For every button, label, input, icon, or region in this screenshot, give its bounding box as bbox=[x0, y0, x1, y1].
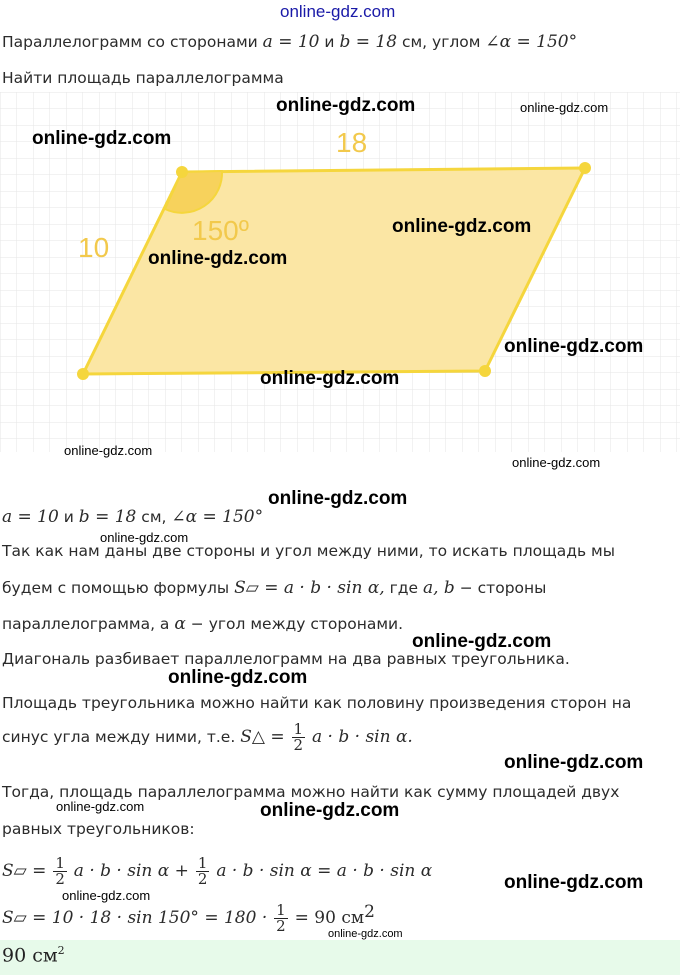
solution-line-7: Тогда, площадь параллелограмма можно найти как сумму площадей двух bbox=[2, 783, 620, 801]
watermark: online-gdz.com bbox=[148, 248, 288, 269]
fraction-half: $\frac{1}{2}$ bbox=[55, 854, 65, 888]
watermark: online-gdz.com bbox=[32, 128, 172, 149]
solution-line-8: равных треугольников: bbox=[2, 820, 195, 838]
vars: a, b bbox=[422, 578, 455, 598]
label-angle: 150º bbox=[192, 215, 249, 246]
watermark: online-gdz.com bbox=[56, 799, 145, 814]
formula: a · b · sin α + bbox=[73, 861, 189, 881]
text: где bbox=[389, 579, 419, 597]
given-a: a = 10 bbox=[2, 507, 59, 527]
formula-line-1 bbox=[2, 856, 432, 887]
watermark: online-gdz.com bbox=[276, 95, 416, 116]
problem-line-1 bbox=[2, 32, 577, 52]
watermark: online-gdz.com bbox=[268, 488, 408, 509]
formula: = 90 см bbox=[294, 908, 365, 929]
angle-value: ∠α = 150° bbox=[485, 32, 578, 52]
watermark: online-gdz.com bbox=[260, 368, 400, 389]
fraction-half: $\frac{1}{2}$ bbox=[197, 854, 208, 888]
given-b: b = 18 bbox=[78, 507, 137, 527]
formula: a · b · sin α. bbox=[312, 727, 413, 747]
watermark: online-gdz.com bbox=[280, 2, 396, 21]
problem-line-2: Найти площадь параллелограмма bbox=[2, 69, 284, 87]
var-alpha: α bbox=[174, 614, 186, 634]
triangle-area: S△ = bbox=[240, 727, 285, 747]
superscript: 2 bbox=[364, 902, 375, 922]
answer-value: 90 $см^2$ bbox=[2, 944, 65, 967]
vertex-top-right bbox=[579, 162, 591, 174]
formula: S▱ = 10 · 18 · sin 150° = 180 · bbox=[2, 908, 268, 929]
formula: a · b · sin α = a · b · sin α bbox=[216, 861, 433, 881]
fraction-half: $\frac{1}{2}$ bbox=[276, 901, 286, 936]
given-angle: ∠α = 150° bbox=[171, 507, 264, 527]
watermark: online-gdz.com bbox=[504, 336, 644, 357]
watermark: online-gdz.com bbox=[392, 216, 532, 237]
watermark: online-gdz.com bbox=[62, 888, 151, 903]
area-formula: S▱ = a · b · sin α, bbox=[234, 578, 385, 598]
watermark: online-gdz.com bbox=[64, 443, 153, 458]
text: синус угла между ними, т.е. bbox=[2, 728, 236, 746]
solution-line-6 bbox=[2, 722, 413, 753]
watermark: online-gdz.com bbox=[328, 928, 403, 940]
solution-line-4: Диагональ разбивает параллелограмм на два равных треугольника. bbox=[2, 650, 570, 668]
side-b: b = 18 bbox=[339, 32, 398, 52]
watermark: online-gdz.com bbox=[520, 100, 609, 115]
vertex-top-left bbox=[176, 166, 188, 178]
vertex-bottom-right bbox=[479, 365, 491, 377]
conj: и bbox=[324, 33, 335, 51]
answer-box bbox=[0, 940, 680, 975]
text: − стороны bbox=[459, 579, 547, 597]
watermark: online-gdz.com bbox=[504, 752, 644, 773]
solution-line-2 bbox=[2, 578, 546, 598]
text: параллелограмма, а bbox=[2, 615, 170, 633]
unit-text: см, углом bbox=[401, 33, 481, 51]
text: − угол между сторонами. bbox=[190, 615, 404, 633]
conj: и bbox=[63, 508, 74, 526]
problem-text: Параллелограмм со сторонами bbox=[2, 33, 258, 51]
given-unit: см, bbox=[141, 508, 167, 526]
watermark: online-gdz.com bbox=[100, 530, 189, 545]
watermark: online-gdz.com bbox=[412, 631, 552, 652]
watermark: online-gdz.com bbox=[260, 800, 400, 821]
solution-line-5: Площадь треугольника можно найти как половину произведения сторон на bbox=[2, 694, 632, 712]
solution-line-1: Так как нам даны две стороны и угол между ними, то искать площадь мы bbox=[2, 542, 615, 560]
watermark: online-gdz.com bbox=[504, 872, 644, 893]
text: будем с помощью формулы bbox=[2, 579, 230, 597]
formula: S▱ = bbox=[2, 861, 47, 881]
watermark: online-gdz.com bbox=[168, 667, 308, 688]
label-side-top: 18 bbox=[336, 127, 368, 158]
vertex-bottom-left bbox=[77, 368, 89, 380]
formula-line-2 bbox=[2, 902, 375, 934]
label-side-left: 10 bbox=[78, 232, 110, 263]
given-line bbox=[2, 507, 263, 527]
side-a: a = 10 bbox=[262, 32, 320, 52]
solution-line-3 bbox=[2, 614, 403, 634]
watermark: online-gdz.com bbox=[512, 455, 601, 470]
fraction-half: $\frac{1}{2}$ bbox=[293, 720, 304, 754]
